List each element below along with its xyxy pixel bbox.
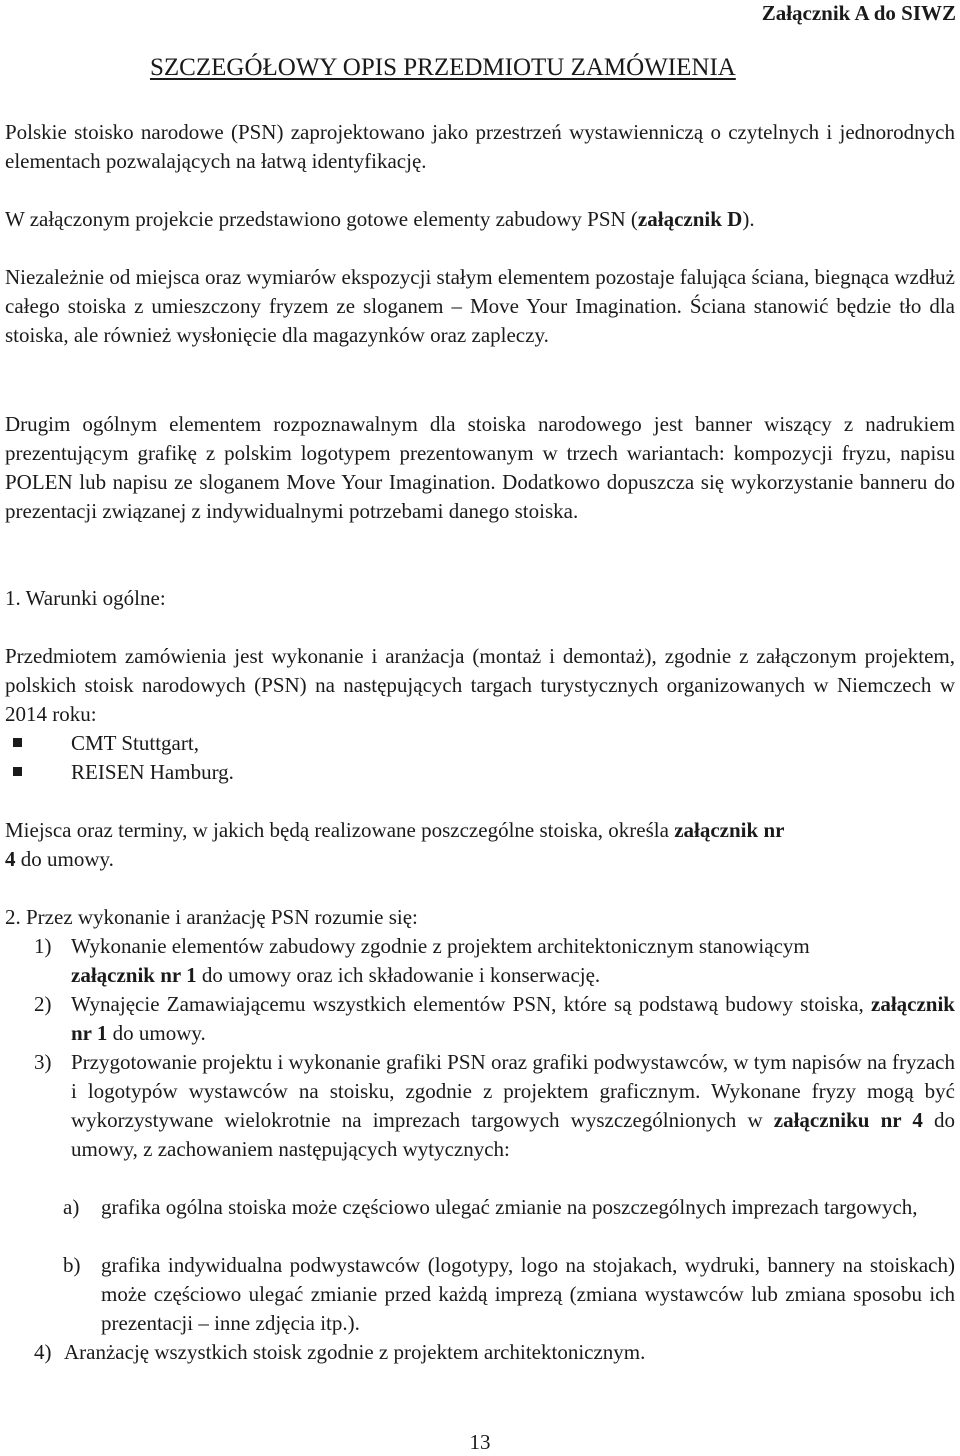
- annex-d-reference: załącznik D: [637, 207, 743, 231]
- terms-paragraph: Miejsca oraz terminy, w jakich będą realizowane poszczególne stoiska, określa załącznik nr 4 do umowy.: [5, 818, 785, 871]
- section-2-heading: 2. Przez wykonanie i aranżację PSN rozumie się:: [5, 905, 418, 929]
- page-title: SZCZEGÓŁOWY OPIS PRZEDMIOTU ZAMÓWIENIA: [150, 54, 736, 81]
- intro-paragraph-3: Niezależnie od miejsca oraz wymiarów ekspozycji stałym elementem pozostaje falująca ściana, biegnąca wzdłuż całego stoiska z umieszczony fryzem ze sloganem – Move Your Imagination. Ściana stanowić będzie tło dla stoiska, ale również wysłonięcie dla magazynków oraz zapleczy.: [5, 265, 955, 347]
- square-bullet-icon: [13, 767, 22, 776]
- intro-paragraph-1: Polskie stoisko narodowe (PSN) zaprojektowano jako przestrzeń wystawienniczą o czytelnych i jednorodnych elementach pozwalających na łatwą identyfikację.: [5, 120, 955, 173]
- fairs-list: [5, 729, 234, 787]
- square-bullet-icon: [13, 738, 22, 747]
- annex-label: Załącznik A do SIWZ: [761, 1, 956, 25]
- sub-item-a: a) grafika ogólna stoiska może częściowo ulegać zmianie na poszczególnych imprezach targowych,: [63, 1195, 918, 1219]
- list-item: CMT Stuttgart,: [5, 729, 234, 758]
- list-item-4: 4) Aranżację wszystkich stoisk zgodnie z projektem architektonicznym.: [34, 1340, 646, 1364]
- list-item-2: 2) Wynajęcie Zamawiającemu wszystkich elementów PSN, które są podstawą budowy stoiska, załącznik nr 1 do umowy.: [34, 992, 955, 1045]
- section-1-heading: 1. Warunki ogólne:: [5, 586, 166, 610]
- page-number: 13: [469, 1430, 491, 1454]
- list-item-3: 3) Przygotowanie projektu i wykonanie grafiki PSN oraz grafiki podwystawców, w tym napisów na fryzach i logotypów wystawców na stoisku, zgodnie z projektem graficznym. Wykonane fryzy mogą być wykorzystywane wielokrotnie na imprezach targowych wyszczególnionych w załączniku nr 4 do umowy, z zachowaniem następujących wytycznych:: [34, 1050, 956, 1161]
- sub-item-b: b) grafika indywidualna podwystawców (logotypy, logo na stojakach, wydruki, bannery na stoiskach) może częściowo ulegać zmianie przed każdą imprezą (zmiana wystawców lub zmiana sposobu ich prezentacji – inne zdjęcia itp.).: [63, 1253, 955, 1335]
- list-item: REISEN Hamburg.: [5, 758, 234, 787]
- section-1-text: Przedmiotem zamówienia jest wykonanie i aranżacja (montaż i demontaż), zgodnie z załączonym projektem, polskich stoisk narodowych (PSN) na następujących targach turystycznych organizowanych w Niemczech w 2014 roku:: [5, 644, 955, 726]
- list-item-1: 1) Wykonanie elementów zabudowy zgodnie z projektem architektonicznym stanowiącym załącznik nr 1 do umowy oraz ich składowanie i konserwację.: [34, 934, 810, 987]
- intro-paragraph-4: Drugim ogólnym elementem rozpoznawalnym dla stoiska narodowego jest banner wiszący z nadrukiem prezentującym grafikę z polskim logotypem prezentowanym w trzech wariantach: kompozycji fryzu, napisu POLEN lub napisu ze sloganem Move Your Imagination. Dodatkowo dopuszcza się wykorzystanie banneru do prezentacji związanej z indywidualnymi potrzebami danego stoiska.: [5, 412, 955, 523]
- intro-paragraph-2: W załączonym projekcie przedstawiono gotowe elementy zabudowy PSN (załącznik D).: [5, 207, 755, 231]
